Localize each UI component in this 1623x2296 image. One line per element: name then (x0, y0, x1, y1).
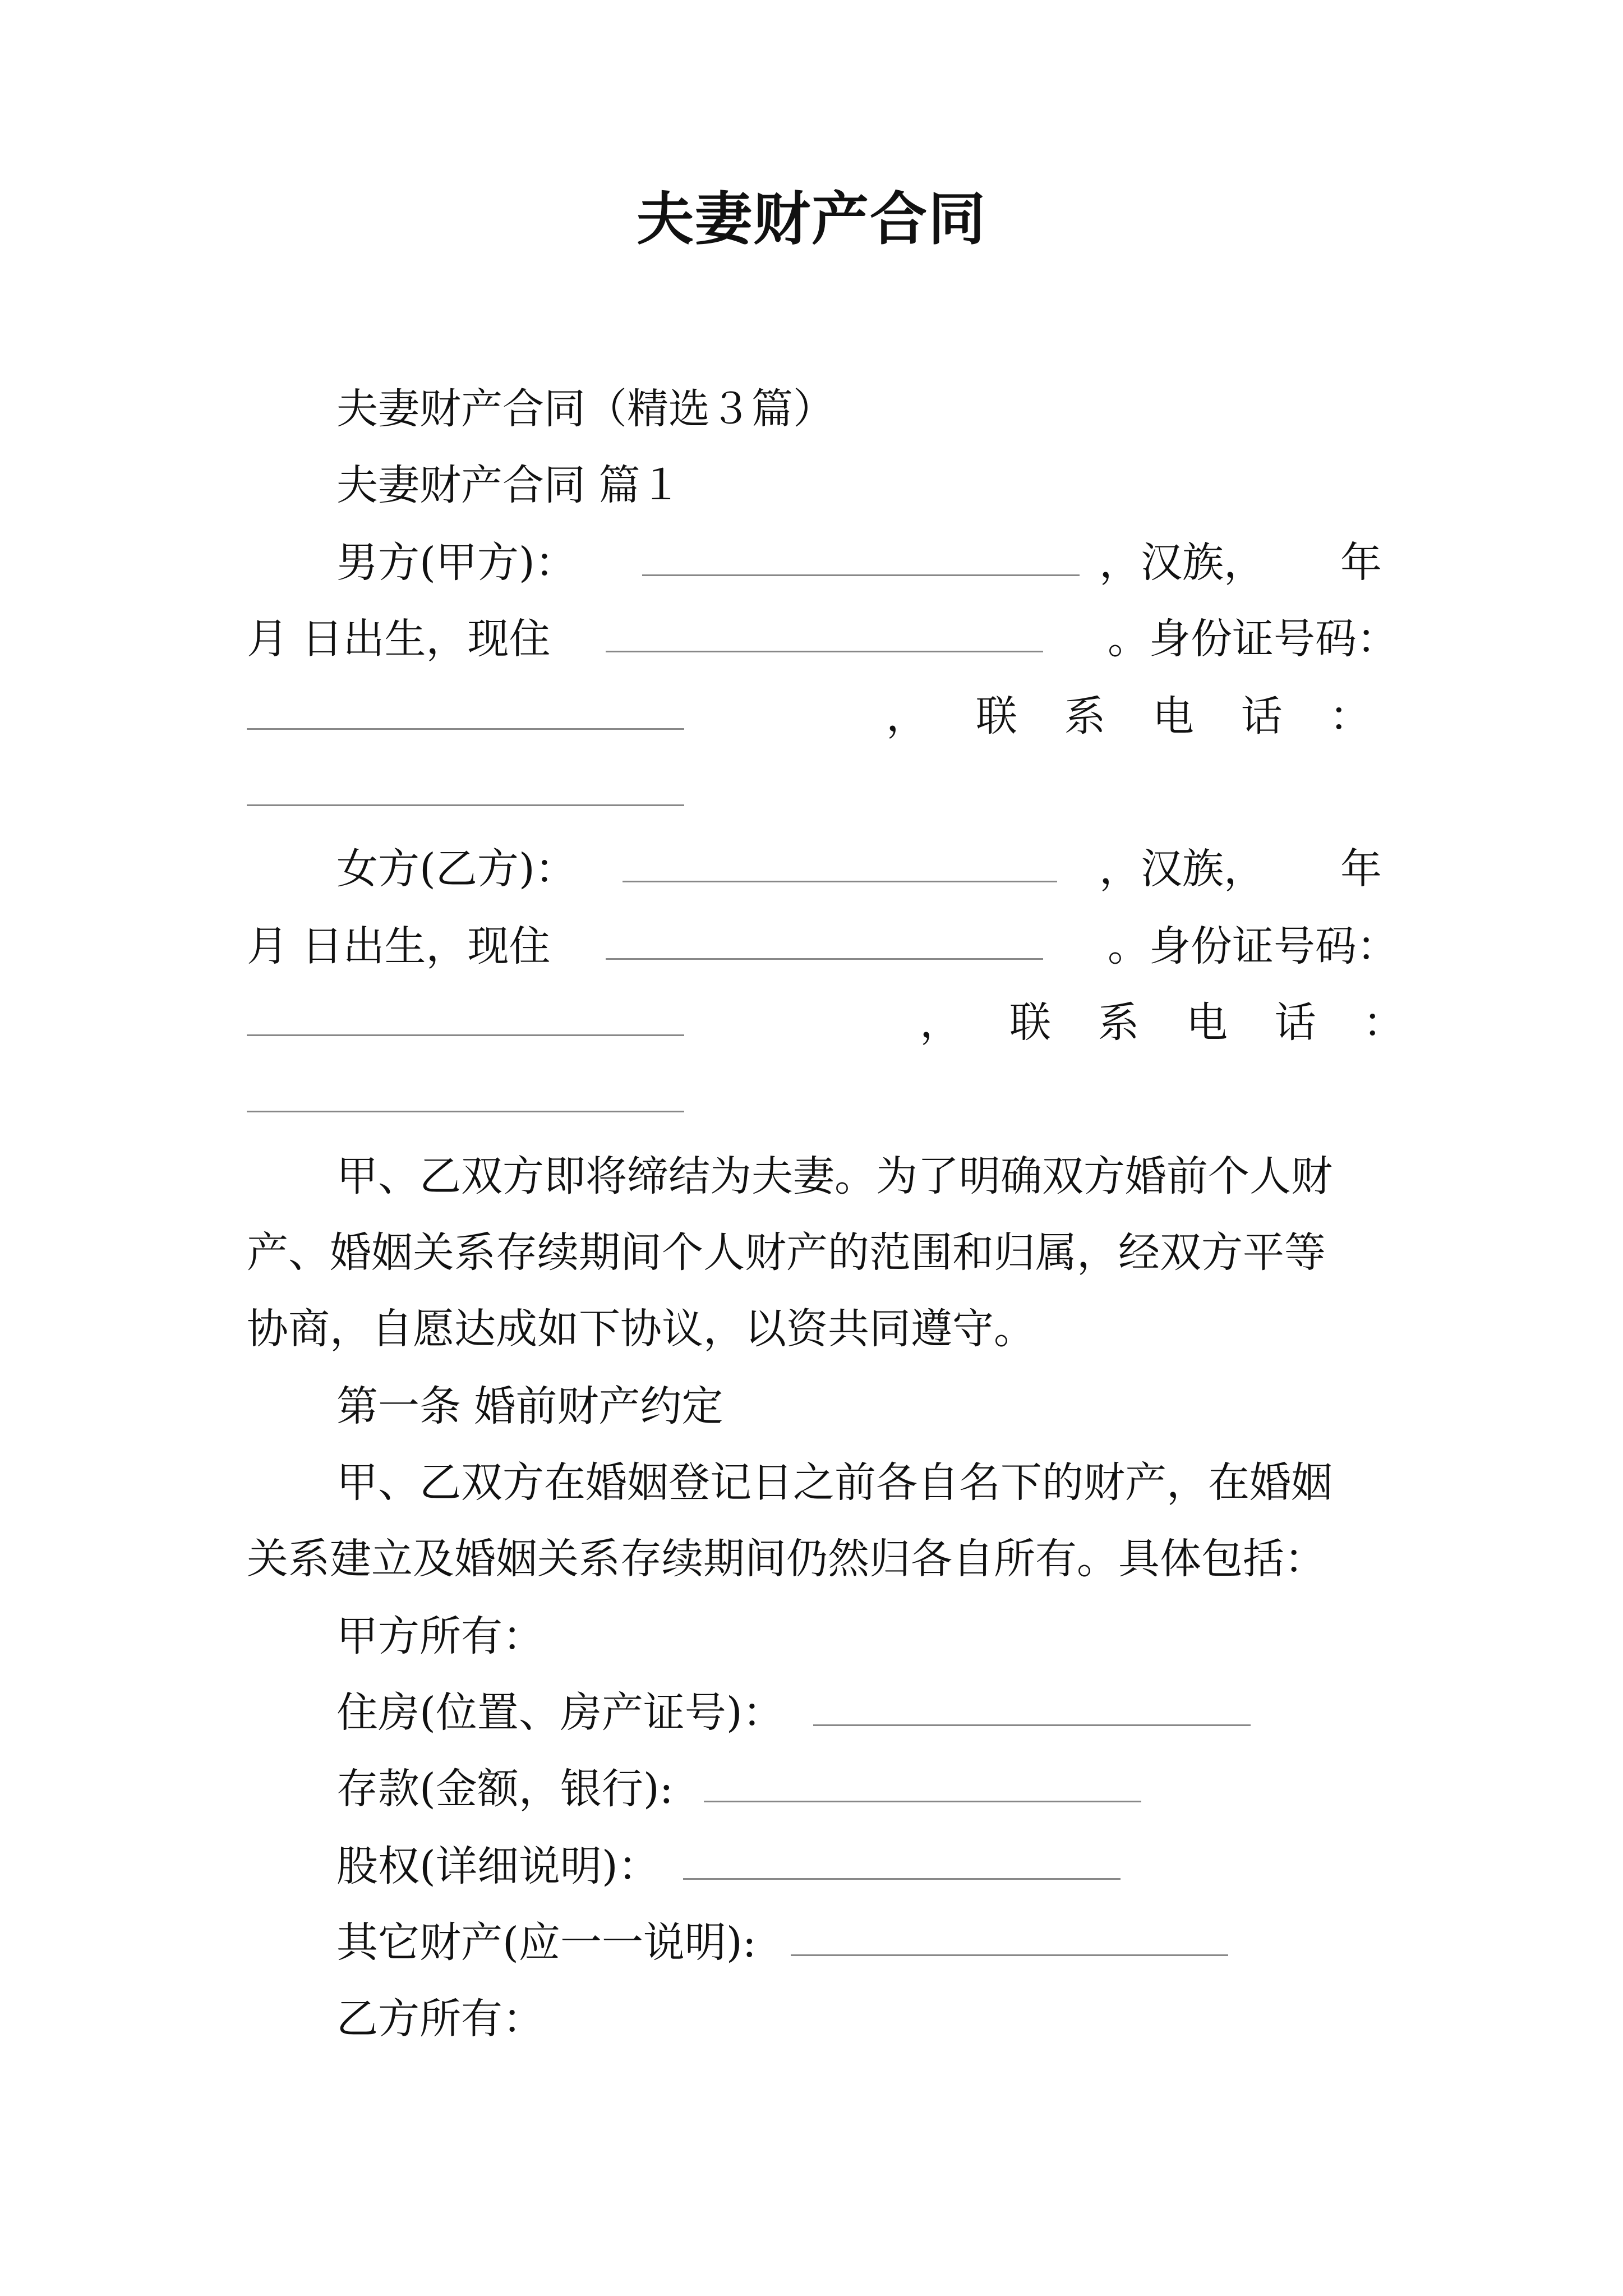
party-a-savings-line (0, 1758, 1623, 1820)
female-name-blank (623, 881, 1057, 882)
female-line-2 (0, 915, 1623, 977)
party-a-equity-label: 股权(详细说明)： (336, 1842, 660, 1890)
female-phone-blank (247, 1111, 684, 1112)
article1-line-1 (0, 1452, 1623, 1513)
female-id-label: 。身份证号码： (1108, 922, 1398, 970)
subtitle: 夫妻财产合同（精选３篇） (336, 385, 834, 433)
party-a-housing-line (0, 1682, 1623, 1743)
party-a-other-label: 其它财产(应一一说明): (336, 1918, 757, 1967)
female-phone-label: 联 系 电 话 ： (1009, 999, 1405, 1047)
intro-line-2 (0, 1222, 1623, 1283)
female-label: 女方(乙方)： (336, 845, 577, 893)
intro-text-1: 甲、乙双方即将缔结为夫妻。为了明确双方婚前个人财 (336, 1152, 1332, 1200)
female-line-3 (0, 992, 1623, 1053)
male-phone-comma: ， (886, 692, 928, 740)
subtitle-line (0, 378, 1623, 440)
male-phone-label: 联 系 电 话 ： (976, 692, 1371, 740)
male-label: 男方(甲方)： (336, 539, 577, 587)
party-b-heading: 乙方所有： (336, 1995, 544, 2043)
party-b-heading-line (0, 1988, 1623, 2050)
intro-line-3 (0, 1298, 1623, 1360)
female-birth: 月 日出生，现住 (247, 922, 551, 970)
male-line-3 (0, 685, 1623, 747)
female-ethnicity: ，汉族， (1099, 845, 1265, 893)
male-ethnicity: ，汉族， (1099, 539, 1265, 587)
article1-heading: 第一条 婚前财产约定 (336, 1382, 723, 1430)
article1-line-2 (0, 1528, 1623, 1590)
part-heading: 夫妻财产合同 篇１ (336, 461, 682, 509)
article1-heading-line (0, 1375, 1623, 1437)
male-phone-blank (247, 804, 684, 806)
article1-text-2: 关系建立及婚姻关系存续期间仍然归各自所有。具体包括： (247, 1535, 1326, 1583)
male-id-blank (247, 728, 684, 730)
intro-line-1 (0, 1145, 1623, 1207)
party-a-other-line (0, 1912, 1623, 1973)
male-line-4 (0, 762, 1623, 823)
intro-text-3: 协商，自愿达成如下协议，以资共同遵守。 (247, 1305, 1035, 1353)
part-heading-line (0, 454, 1623, 516)
male-year: 年 (1340, 539, 1382, 587)
article1-text-1: 甲、乙双方在婚姻登记日之前各自名下的财产，在婚姻 (336, 1458, 1332, 1507)
male-line-1 (0, 532, 1623, 593)
male-birth: 月 日出生，现住 (247, 615, 551, 663)
male-id-label: 。身份证号码： (1108, 615, 1398, 663)
female-line-1 (0, 838, 1623, 900)
party-a-heading-line (0, 1605, 1623, 1667)
female-phone-comma: ， (920, 999, 961, 1047)
party-a-savings-blank (704, 1801, 1141, 1802)
party-a-housing-blank (813, 1724, 1251, 1726)
female-line-4 (0, 1068, 1623, 1130)
intro-text-2: 产、婚姻关系存续期间个人财产的范围和归属，经双方平等 (247, 1228, 1326, 1277)
female-id-blank (247, 1034, 684, 1036)
male-line-2 (0, 608, 1623, 670)
party-a-housing-label: 住房(位置、房产证号)： (336, 1688, 784, 1737)
female-address-blank (606, 958, 1043, 960)
party-a-equity-line (0, 1835, 1623, 1897)
male-name-blank (642, 574, 1080, 576)
male-address-blank (606, 651, 1043, 652)
party-a-heading: 甲方所有： (336, 1612, 544, 1660)
party-a-other-blank (791, 1954, 1228, 1956)
document-title: 夫妻财产合同 (637, 186, 986, 253)
party-a-equity-blank (683, 1878, 1121, 1880)
female-year: 年 (1340, 845, 1382, 893)
party-a-savings-label: 存款(金额，银行): (336, 1765, 674, 1813)
